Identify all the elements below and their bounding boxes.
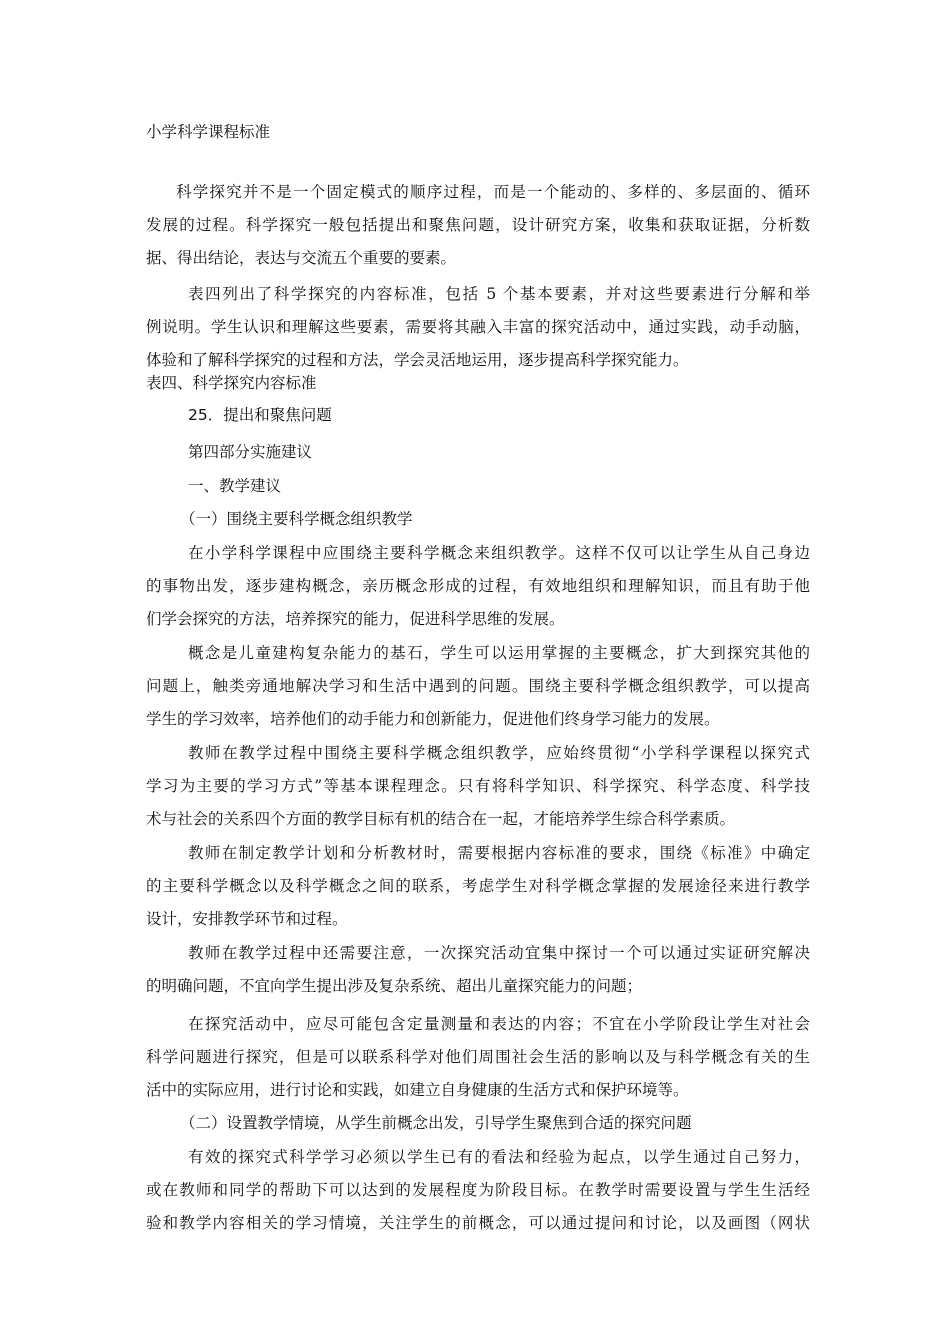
paragraph-1-line-3: 据、得出结论，表达与交流五个重要的要素。 xyxy=(146,249,457,267)
paragraph-1-line-1: 科学探究并不是一个固定模式的顺序过程，而是一个能动的、多样的、多层面的、循环 xyxy=(176,183,810,201)
part-4-heading: 第四部分实施建议 xyxy=(188,443,313,461)
paragraph-4-line-2: 问题上，触类旁通地解决学习和生活中遇到的问题。围绕主要科学概念组织教学，可以提高 xyxy=(146,677,810,695)
item-25-heading xyxy=(188,403,332,425)
paragraph-5-line-3: 术与社会的关系四个方面的教学目标有机的结合在一起，才能培养学生综合科学素质。 xyxy=(146,810,736,828)
paragraph-1-line-2: 发展的过程。科学探究一般包括提出和聚焦问题，设计研究方案，收集和获取证据，分析数 xyxy=(146,216,810,234)
paragraph-9-line-3: 验和教学内容相关的学习情境，关注学生的前概念，可以通过提问和讨论，以及画图（网状 xyxy=(146,1214,810,1232)
paragraph-4-line-1: 概念是儿童建构复杂能力的基石，学生可以运用掌握的主要概念，扩大到探究其他的 xyxy=(188,644,810,662)
subsection-1-heading: （一）围绕主要科学概念组织教学 xyxy=(180,510,413,528)
section-1-heading: 一、教学建议 xyxy=(188,477,282,495)
paragraph-3-line-3: 们学会探究的方法，培养探究的能力，促进科学思维的发展。 xyxy=(146,610,565,628)
paragraph-2-line-2: 例说明。学生认识和理解这些要素，需要将其融入丰富的探究活动中，通过实践，动手动脑， xyxy=(146,318,810,336)
paragraph-7-line-2: 的明确问题，不宜向学生提出涉及复杂系统、超出儿童探究能力的问题； xyxy=(146,977,643,995)
paragraph-2-line-1: 表四列出了科学探究的内容标准，包括 5 个基本要素，并对这些要素进行分解和举 xyxy=(188,285,810,303)
paragraph-8-line-2: 科学问题进行探究，但是可以联系科学对他们周围社会生活的影响以及与科学概念有关的生 xyxy=(146,1048,810,1066)
paragraph-6-line-2: 的主要科学概念以及科学概念之间的联系，考虑学生对科学概念掌握的发展途径来进行教学 xyxy=(146,877,810,895)
paragraph-6-line-1: 教师在制定教学计划和分析教材时，需要根据内容标准的要求，围绕《标准》中确定 xyxy=(188,844,810,862)
subsection-2-heading: （二）设置教学情境，从学生前概念出发，引导学生聚焦到合适的探究问题 xyxy=(180,1114,692,1132)
paragraph-3-line-2: 的事物出发，逐步建构概念，亲历概念形成的过程，有效地组织和理解知识，而且有助于他 xyxy=(146,577,810,595)
paragraph-9-line-1: 有效的探究式科学学习必须以学生已有的看法和经验为起点，以学生通过自己努力， xyxy=(188,1148,810,1166)
paragraph-4-line-3: 学生的学习效率，培养他们的动手能力和创新能力，促进他们终身学习能力的发展。 xyxy=(146,710,720,728)
paragraph-8-line-1: 在探究活动中，应尽可能包含定量测量和表达的内容；不宜在小学阶段让学生对社会 xyxy=(188,1015,810,1033)
paragraph-6-line-3: 设计，安排教学环节和过程。 xyxy=(146,910,348,928)
paragraph-2-line-3: 体验和了解科学探究的过程和方法，学会灵活地运用，逐步提高科学探究能力。 xyxy=(146,351,689,369)
item-25-text: 提出和聚焦问题 xyxy=(223,406,332,424)
paragraph-5-line-1: 教师在教学过程中围绕主要科学概念组织教学，应始终贯彻“小学科学课程以探究式 xyxy=(188,744,810,762)
document-title: 小学科学课程标准 xyxy=(146,123,271,141)
item-25-number: 25． xyxy=(188,406,224,424)
paragraph-8-line-3: 活中的实际应用，进行讨论和实践，如建立自身健康的生活方式和保护环境等。 xyxy=(146,1081,689,1099)
paragraph-5-line-2: 学习为主要的学习方式”等基本课程理念。只有将科学知识、科学探究、科学态度、科学技 xyxy=(146,777,810,795)
paragraph-9-line-2: 或在教师和同学的帮助下可以达到的发展程度为阶段目标。在教学时需要设置与学生生活经 xyxy=(146,1181,810,1199)
paragraph-7-line-1: 教师在教学过程中还需要注意，一次探究活动宜集中探讨一个可以通过实证研究解决 xyxy=(188,944,810,962)
paragraph-3-line-1: 在小学科学课程中应围绕主要科学概念来组织教学。这样不仅可以让学生从自己身边 xyxy=(188,544,810,562)
table-caption: 表四、科学探究内容标准 xyxy=(146,374,317,392)
